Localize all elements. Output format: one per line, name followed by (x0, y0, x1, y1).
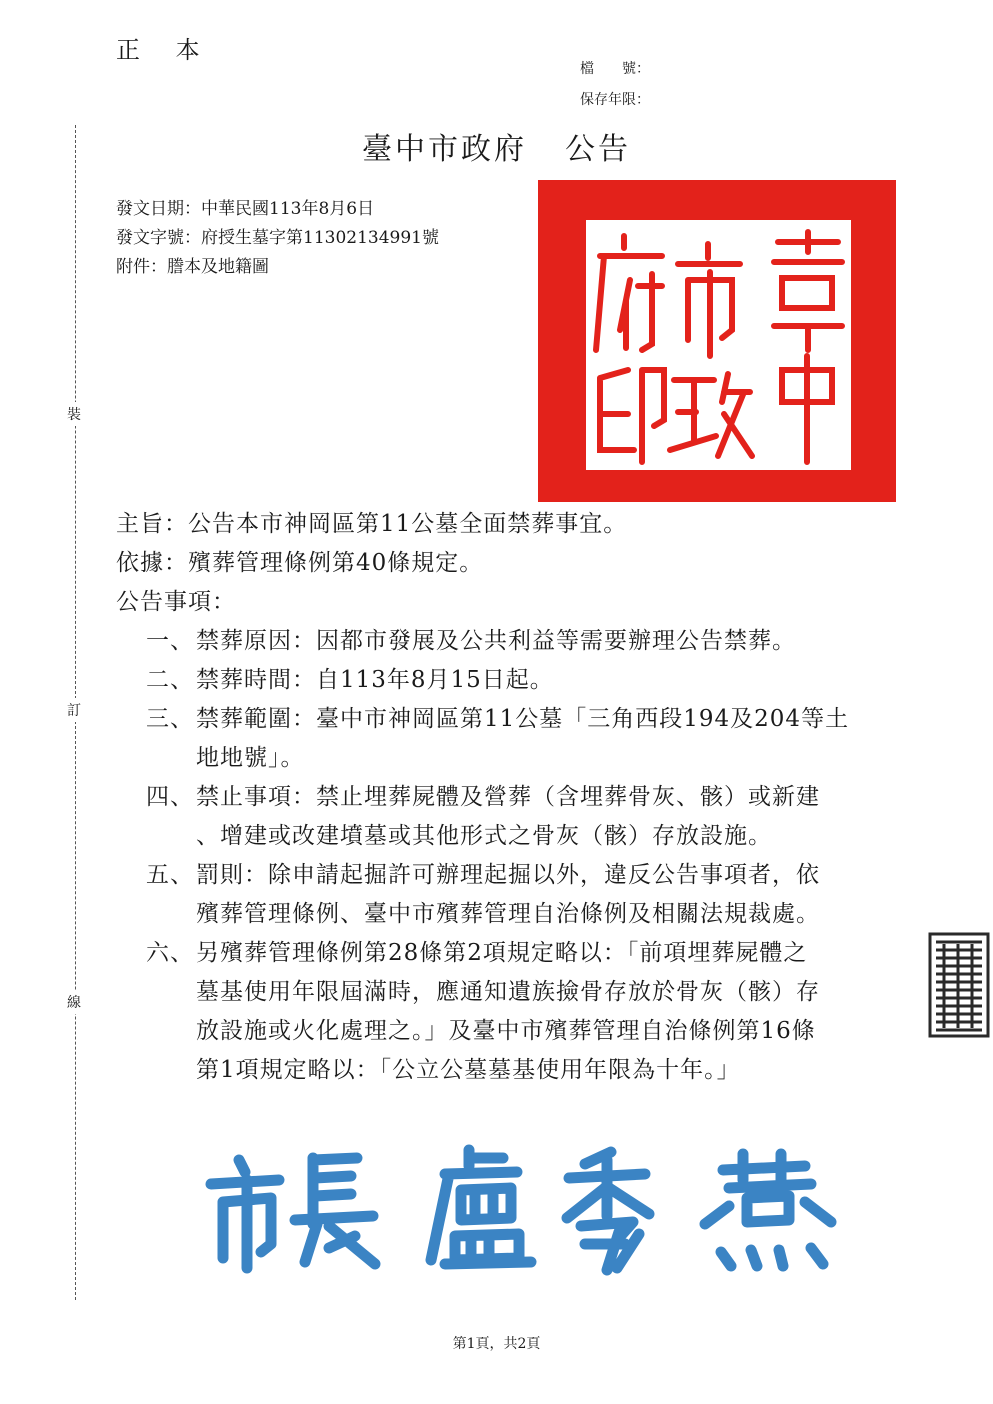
file-meta (580, 54, 650, 116)
item-number: 四、 (146, 784, 194, 810)
announcement-item-3 (116, 700, 906, 778)
binding-mark-ding: 訂 (67, 698, 81, 722)
retention-period-label: 保存年限： (580, 92, 650, 108)
announcement-item-4 (116, 778, 906, 856)
item-text-line: 禁葬時間：自113年8月15日起。 (196, 667, 554, 693)
items-heading: 公告事項： (116, 589, 236, 615)
corner-stamp (922, 930, 993, 1042)
file-number-label: 檔 號： (580, 61, 650, 77)
item-text-line: 地地號」。 (196, 745, 305, 771)
signature-strokes (211, 1150, 831, 1270)
item-text-line: 墓基使用年限屆滿時，應通知遺族撿骨存放於骨灰（骸）存 (196, 979, 820, 1005)
copy-mark: 正 本 (116, 36, 214, 64)
issue-date: 發文日期：中華民國113年8月6日 (116, 199, 375, 219)
item-text-line: 放設施或火化處理之。」及臺中市殯葬管理自治條例第16條 (196, 1018, 816, 1044)
announcement-item-5 (116, 856, 906, 934)
official-seal (538, 180, 896, 502)
binding-mark-zhuang: 裝 (67, 402, 81, 426)
title-doc-type: 公告 (565, 132, 631, 167)
item-text-line: 禁葬範圍：臺中市神岡區第11公墓「三角西段194及204等土 (196, 706, 850, 732)
item-text-line: 禁葬原因：因都市發展及公共利益等需要辦理公告禁葬。 (196, 628, 796, 654)
item-number: 三、 (146, 706, 194, 732)
subject-line: 主旨：公告本市神岡區第11公墓全面禁葬事宜。 (116, 511, 628, 537)
mayor-signature (205, 1140, 865, 1280)
item-text-line: 殯葬管理條例、臺中市殯葬管理自治條例及相關法規裁處。 (196, 901, 820, 927)
document-header (116, 195, 439, 282)
item-text-line: 禁止事項：禁止埋葬屍體及營葬（含埋葬骨灰、骸）或新建 (196, 784, 820, 810)
binding-mark-xian: 線 (67, 990, 81, 1014)
item-text-line: 、增建或改建墳墓或其他形式之骨灰（骸）存放設施。 (196, 823, 772, 849)
title-organization: 臺中市政府 (362, 132, 527, 167)
item-text-line: 另殯葬管理條例第28條第2項規定略以：「前項埋葬屍體之 (196, 940, 808, 966)
item-number: 六、 (146, 940, 194, 966)
corner-stamp-pattern (930, 934, 988, 1036)
item-text-line: 第1項規定略以：「公立公墓墓基使用年限為十年。」 (196, 1057, 741, 1083)
attachment: 附件：謄本及地籍圖 (116, 257, 269, 277)
announcement-item-2 (116, 661, 906, 700)
page-number: 第1頁，共2頁 (452, 1336, 541, 1352)
item-number: 一、 (146, 628, 194, 654)
item-text-line: 罰則：除申請起掘許可辦理起掘以外，違反公告事項者，依 (196, 862, 820, 888)
item-number: 二、 (146, 667, 194, 693)
legal-basis-line: 依據：殯葬管理條例第40條規定。 (116, 550, 484, 576)
item-number: 五、 (146, 862, 194, 888)
document-title (0, 124, 993, 168)
announcement-body (116, 505, 906, 1090)
document-number: 發文字號：府授生墓字第11302134991號 (116, 228, 439, 248)
announcement-item-6 (116, 934, 906, 1090)
announcement-item-1 (116, 622, 906, 661)
